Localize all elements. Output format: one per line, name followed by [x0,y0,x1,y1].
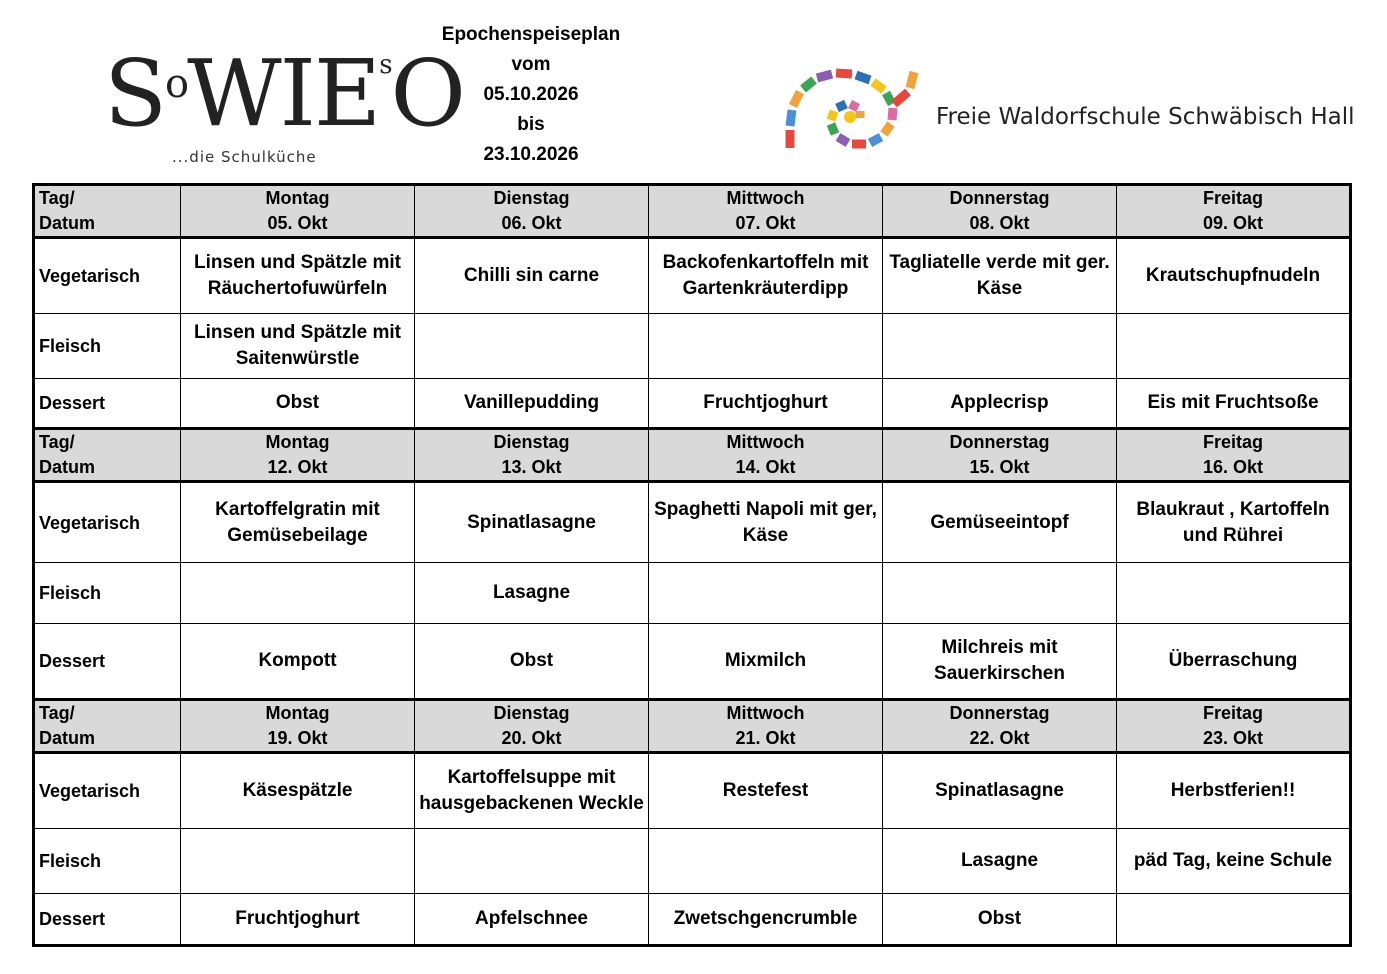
vegetarian-dish: Tagliatelle verde mit ger. Käse [883,238,1117,314]
meat-dish [1117,563,1351,624]
meat-row [34,829,1351,894]
day-header-cell [649,429,883,482]
spiral-icon [780,62,930,158]
from-date: 05.10.2026 [483,84,579,105]
meat-dish [415,314,649,379]
day-name: Montag [265,188,330,208]
day-name: Mittwoch [726,188,805,208]
vegetarian-dish: Spaghetti Napoli mit ger, Käse [649,482,883,563]
meat-dish [1117,314,1351,379]
meat-dish [883,314,1117,379]
vegetarian-row-label: Vegetarisch [34,482,181,563]
day-date: 06. Okt [501,213,562,233]
dessert-row-label: Dessert [34,379,181,429]
day-name: Donnerstag [949,703,1050,723]
meat-dish: Lasagne [883,829,1117,894]
day-date: 13. Okt [501,457,562,477]
vegetarian-dish: Backofenkartoffeln mit Gartenkräuterdipp [649,238,883,314]
from-label: vom [511,54,551,75]
school-logo [780,62,1355,162]
day-header-cell [883,700,1117,753]
vegetarian-dish: Kartoffelsuppe mit hausgebackenen Weckle [415,753,649,829]
meat-row-label: Fleisch [34,563,181,624]
vegetarian-dish: Gemüseeintopf [883,482,1117,563]
dessert-row [34,624,1351,700]
vegetarian-row [34,238,1351,314]
meat-dish [649,829,883,894]
day-date: 21. Okt [735,728,796,748]
dessert-dish: Mixmilch [649,624,883,700]
dessert-dish: Fruchtjoghurt [649,379,883,429]
day-header-cell [415,429,649,482]
meat-dish [883,563,1117,624]
day-date: 20. Okt [501,728,562,748]
sowieso-logo [104,40,464,178]
day-header-cell [649,700,883,753]
day-name: Donnerstag [949,432,1050,452]
to-date: 23.10.2026 [483,144,579,165]
plan-title-block [420,22,642,170]
day-date: 07. Okt [735,213,796,233]
day-header-cell [415,700,649,753]
vegetarian-row [34,753,1351,829]
vegetarian-row-label: Vegetarisch [34,238,181,314]
dessert-dish: Obst [181,379,415,429]
dessert-row [34,894,1351,946]
day-date: 14. Okt [735,457,796,477]
tag-label: Tag/ [39,432,75,452]
vegetarian-dish: Linsen und Spätzle mit Räuchertofuwürfeln [181,238,415,314]
dessert-dish: Milchreis mit Sauerkirschen [883,624,1117,700]
meal-plan-table [32,183,1352,947]
meat-dish [181,563,415,624]
meat-dish: Lasagne [415,563,649,624]
tag-datum-label [34,700,181,753]
day-header-cell [181,429,415,482]
week-header-row [34,185,1351,238]
day-header-cell [883,429,1117,482]
meat-dish [649,314,883,379]
vegetarian-dish: Spinatlasagne [883,753,1117,829]
meat-row [34,314,1351,379]
vegetarian-row [34,482,1351,563]
dessert-dish: Apfelschnee [415,894,649,946]
meat-dish [415,829,649,894]
day-date: 19. Okt [267,728,328,748]
dessert-row [34,379,1351,429]
day-name: Freitag [1202,432,1263,452]
tag-label: Tag/ [39,703,75,723]
vegetarian-dish: Restefest [649,753,883,829]
day-header-cell [1117,700,1351,753]
vegetarian-row-label: Vegetarisch [34,753,181,829]
meat-dish: päd Tag, keine Schule [1117,829,1351,894]
dessert-dish: Vanillepudding [415,379,649,429]
vegetarian-dish: Blaukraut , Kartoffeln und Rührei [1117,482,1351,563]
day-date: 08. Okt [969,213,1030,233]
sowieso-logo-word: $S^oWIE^sO$ [104,40,464,147]
week-header-row [34,429,1351,482]
day-date: 22. Okt [969,728,1030,748]
to-label: bis [517,114,545,135]
meat-row [34,563,1351,624]
vegetarian-dish: Spinatlasagne [415,482,649,563]
vegetarian-dish: Herbstferien!! [1117,753,1351,829]
school-name: Freie Waldorfschule Schwäbisch Hall [936,104,1355,130]
dessert-dish: Eis mit Fruchtsoße [1117,379,1351,429]
dessert-dish: Obst [883,894,1117,946]
dessert-dish: Applecrisp [883,379,1117,429]
day-name: Dienstag [493,188,570,208]
meat-dish [181,829,415,894]
day-name: Montag [265,703,330,723]
day-name: Freitag [1202,703,1263,723]
dessert-dish: Kompott [181,624,415,700]
day-header-cell [1117,429,1351,482]
dessert-dish: Obst [415,624,649,700]
meat-row-label: Fleisch [34,829,181,894]
day-date: 15. Okt [969,457,1030,477]
dessert-row-label: Dessert [34,624,181,700]
vegetarian-dish: Käsespätzle [181,753,415,829]
dessert-dish [1117,894,1351,946]
tag-label: Tag/ [39,188,75,208]
dessert-dish: Überraschung [1117,624,1351,700]
dessert-row-label: Dessert [34,894,181,946]
day-name: Mittwoch [726,432,805,452]
tag-datum-label [34,429,181,482]
day-name: Dienstag [493,432,570,452]
day-name: Donnerstag [949,188,1050,208]
day-name: Mittwoch [726,703,805,723]
datum-label: Datum [39,213,96,233]
day-date: 09. Okt [1202,213,1264,233]
day-date: 16. Okt [1202,457,1264,477]
datum-label: Datum [39,457,96,477]
day-name: Freitag [1202,188,1263,208]
day-name: Montag [265,432,330,452]
sowieso-logo-tagline: ...die Schulküche [172,148,317,166]
datum-label: Datum [39,728,96,748]
dessert-dish: Fruchtjoghurt [181,894,415,946]
tag-datum-label [34,185,181,238]
dessert-dish: Zwetschgencrumble [649,894,883,946]
meat-dish [649,563,883,624]
day-name: Dienstag [493,703,570,723]
day-header-cell [181,185,415,238]
week-header-row [34,700,1351,753]
vegetarian-dish: Chilli sin carne [415,238,649,314]
vegetarian-dish: Krautschupfnudeln [1117,238,1351,314]
day-header-cell [1117,185,1351,238]
day-date: 23. Okt [1202,728,1264,748]
day-date: 05. Okt [267,213,328,233]
meat-row-label: Fleisch [34,314,181,379]
meat-dish: Linsen und Spätzle mit Saitenwürstle [181,314,415,379]
plan-title: Epochenspeiseplan [441,24,621,45]
day-header-cell [415,185,649,238]
day-header-cell [883,185,1117,238]
day-header-cell [649,185,883,238]
day-date: 12. Okt [267,457,328,477]
day-header-cell [181,700,415,753]
vegetarian-dish: Kartoffelgratin mit Gemüsebeilage [181,482,415,563]
